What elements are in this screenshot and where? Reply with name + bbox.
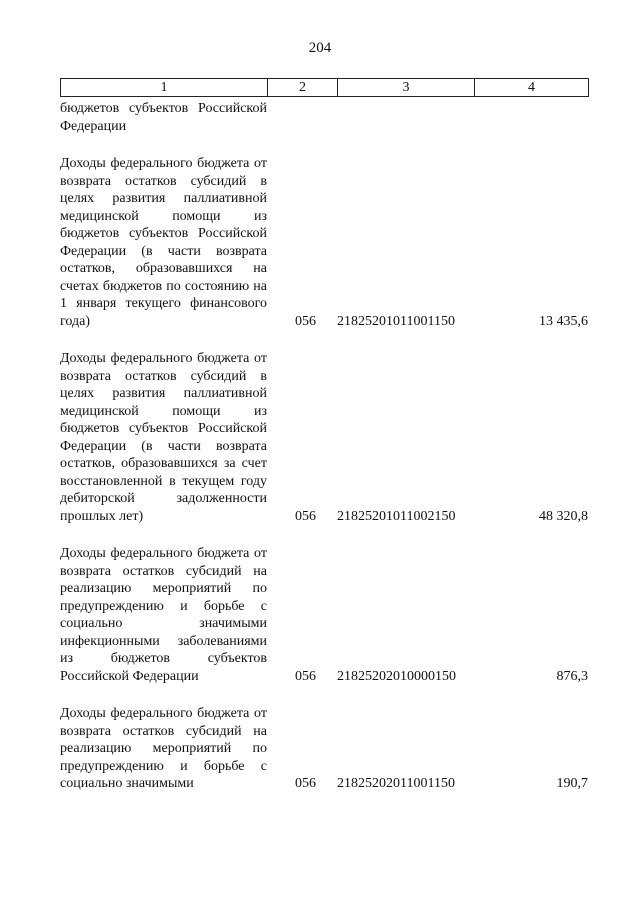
row-spacer [60,685,588,705]
row-amount: 190,7 [556,776,588,791]
row-budget-code: 21825202010000150 [337,668,456,684]
column-header-row [61,79,589,97]
row-admin-code [267,100,337,135]
table-row [60,350,588,525]
row-budget-code: 21825201011002150 [337,508,456,524]
row-amount: 876,3 [556,668,588,684]
column-header-3: 3 [338,79,475,97]
row-spacer [60,525,588,545]
row-admin-code: 056 [295,508,316,524]
column-header-table [60,78,589,97]
row-name: Доходы федерального бюджета от возврата остатков субсидий на реализацию мероприятий по предупреждению и борьбе с социально значимыми [60,706,267,791]
row-amount [474,100,588,135]
column-header-4: 4 [475,79,589,97]
row-budget-code: 21825201011001150 [337,313,455,329]
row-admin-code: 056 [295,668,316,684]
table-row [60,705,588,793]
table-row [60,545,588,685]
row-budget-code [337,100,474,135]
row-spacer [60,330,588,350]
row-budget-code: 21825202011001150 [337,776,455,791]
row-admin-code: 056 [295,776,316,791]
row-name: бюджетов субъектов Российской Федерации [60,101,267,134]
row-amount: 48 320,8 [539,508,588,524]
table-row [60,100,588,135]
revenue-table [60,100,588,793]
row-admin-code: 056 [295,313,316,329]
column-header-2: 2 [268,79,338,97]
row-name: Доходы федерального бюджета от возврата остатков субсидий на реализацию мероприятий по предупреждению и борьбе с социально значимыми инфекционными заболеваниями из бюджетов субъектов Российской Федерации [60,546,267,684]
row-name: Доходы федерального бюджета от возврата остатков субсидий в целях развития паллиативной медицинской помощи из бюджетов субъектов Российской Федерации (в части возврата остатков, образовавшихся за счет восстановленной в текущем году дебиторской задолженности прошлых лет) [60,351,267,524]
page-number: 204 [308,40,332,56]
table-row [60,155,588,330]
row-amount: 13 435,6 [539,313,588,329]
row-spacer [60,135,588,155]
column-header-1: 1 [61,79,268,97]
row-name: Доходы федерального бюджета от возврата остатков субсидий в целях развития паллиативной медицинской помощи из бюджетов субъектов Российской Федерации (в части возврата остатков, образовавшихся на счетах бюджетов по состоянию на 1 января текущего финансового года) [60,156,267,329]
